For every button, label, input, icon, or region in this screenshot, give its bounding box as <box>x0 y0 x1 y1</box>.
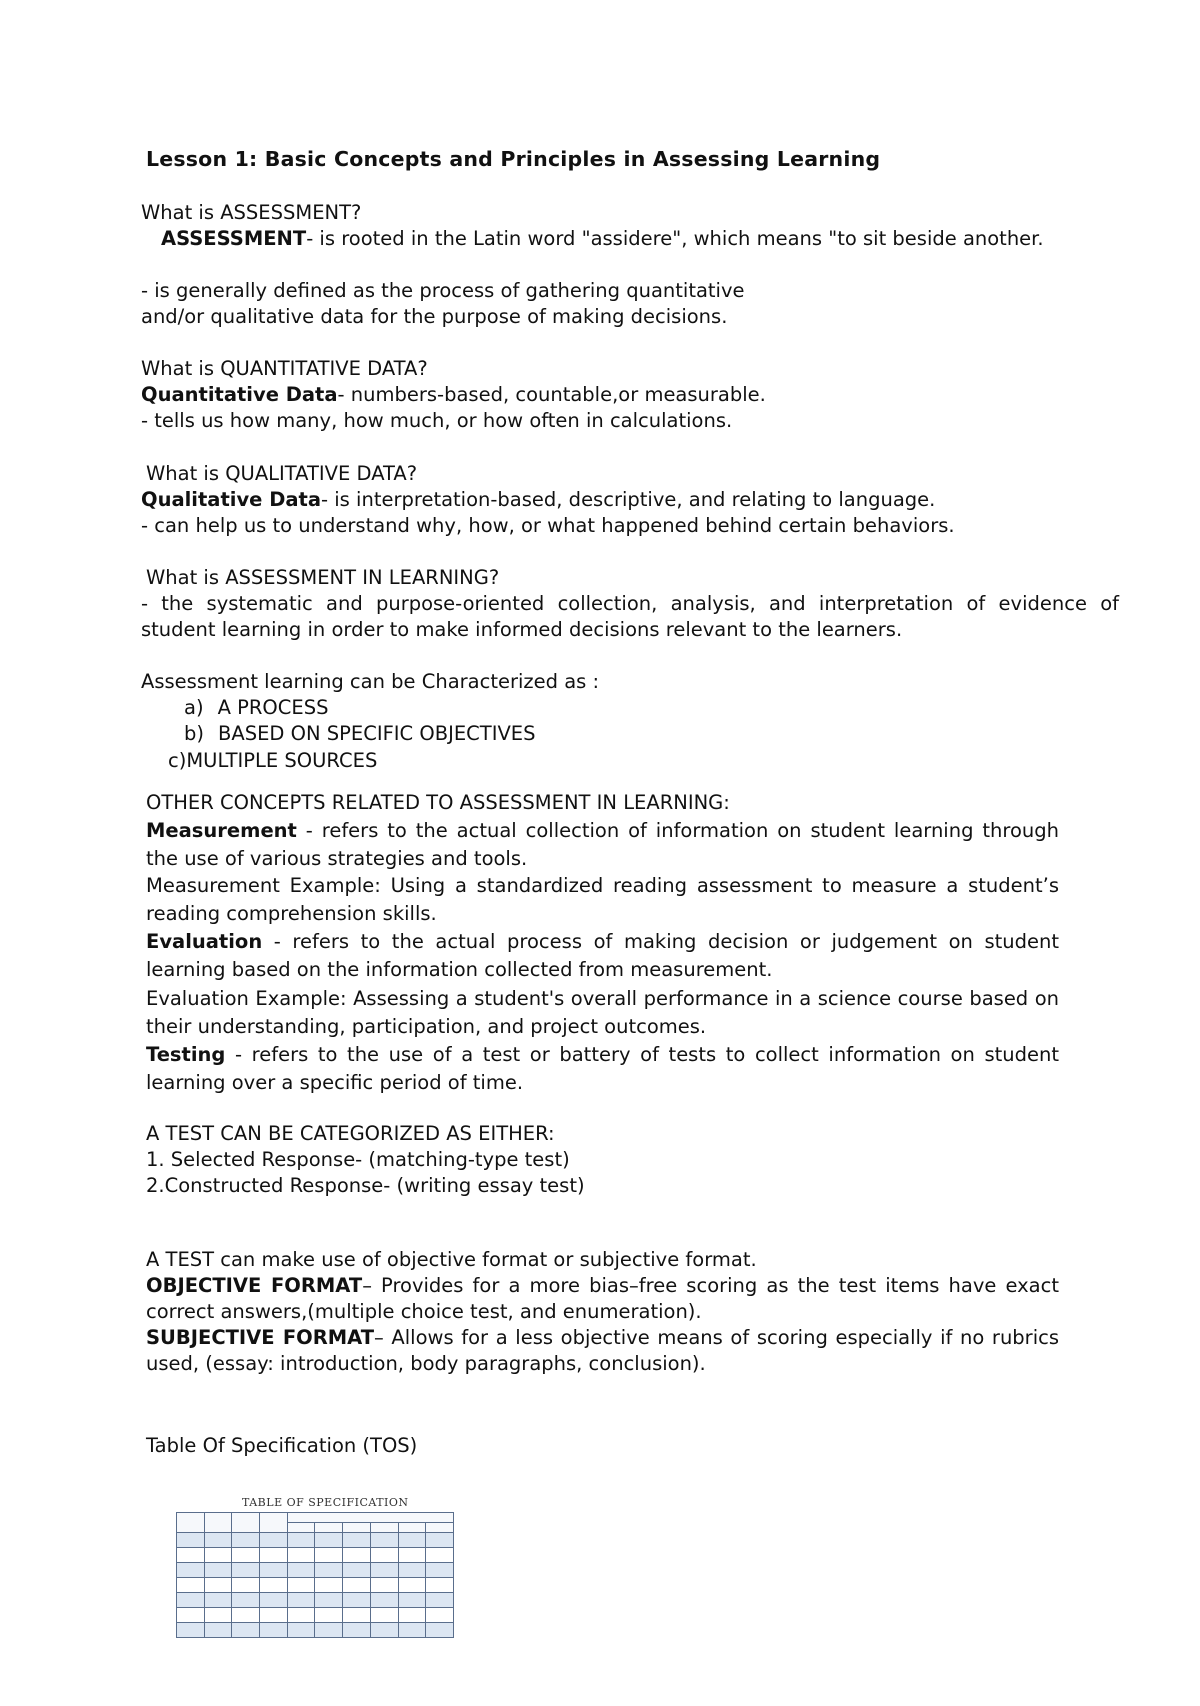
format-intro: A TEST can make use of objective format or subjective format. <box>146 1248 757 1271</box>
qualitative-def-line2: - can help us to understand why, how, or what happened behind certain behaviors. <box>141 514 955 537</box>
quantitative-definition: Quantitative Data- numbers-based, countable,or measurable. <box>141 383 766 406</box>
term-measurement: Measurement <box>146 819 297 842</box>
other-concepts-heading: OTHER CONCEPTS RELATED TO ASSESSMENT IN LEARNING: <box>146 791 730 814</box>
assessment-def-line3: and/or qualitative data for the purpose of making decisions. <box>141 305 728 328</box>
testing-definition: Testing - refers to the use of a test or battery of tests to collect information on student learning over a specific period of time. <box>146 1043 1059 1094</box>
characteristic-a: a) A PROCESS <box>184 696 329 719</box>
term-objective-format: OBJECTIVE FORMAT <box>146 1274 363 1297</box>
term-subjective-format: SUBJECTIVE FORMAT <box>146 1326 375 1349</box>
objective-format: OBJECTIVE FORMAT– Provides for a more bias–free scoring as the test items have exact correct answers,(multiple choice test, and enumeration). <box>146 1274 1059 1323</box>
test-category-2: 2.Constructed Response- (writing essay test) <box>146 1174 585 1197</box>
table-of-specification-image <box>172 1496 460 1706</box>
test-categories-heading: A TEST CAN BE CATEGORIZED AS EITHER: <box>146 1122 555 1145</box>
term-evaluation: Evaluation <box>146 930 263 953</box>
question-qualitative: What is QUALITATIVE DATA? <box>146 462 418 485</box>
term-qualitative: Qualitative Data <box>141 488 322 511</box>
measurement-example: Measurement Example: Using a standardized reading assessment to measure a student’s reading comprehension skills. <box>146 874 1059 925</box>
characteristic-c: c)MULTIPLE SOURCES <box>168 749 378 772</box>
term-quantitative: Quantitative Data <box>141 383 338 406</box>
measurement-definition: Measurement - refers to the actual collection of information on student learning through the use of various strategies and tools. <box>146 819 1059 870</box>
qualitative-definition: Qualitative Data- is interpretation-based, descriptive, and relating to language. <box>141 488 936 511</box>
characteristic-b: b) BASED ON SPECIFIC OBJECTIVES <box>184 722 536 745</box>
test-category-1: 1. Selected Response- (matching-type test) <box>146 1148 570 1171</box>
evaluation-definition: Evaluation - refers to the actual process of making decision or judgement on student learning based on the information collected from measurement. <box>146 930 1059 981</box>
tos-image-grid <box>176 1512 454 1638</box>
subjective-format: SUBJECTIVE FORMAT– Allows for a less objective means of scoring especially if no rubrics used, (essay: introduction, body paragraphs, conclusion). <box>146 1326 1059 1375</box>
evaluation-example: Evaluation Example: Assessing a student's overall performance in a science course based on their understanding, participation, and project outcomes. <box>146 987 1059 1038</box>
assessment-definition: ASSESSMENT- is rooted in the Latin word "assidere", which means "to sit beside another. <box>161 227 1044 250</box>
term-testing: Testing <box>146 1043 226 1066</box>
question-assessment: What is ASSESSMENT? <box>141 201 362 224</box>
question-assessment-learning: What is ASSESSMENT IN LEARNING? <box>146 566 500 589</box>
tos-heading: Table Of Specification (TOS) <box>146 1434 418 1457</box>
characterized-intro: Assessment learning can be Characterized as : <box>141 670 600 693</box>
assessment-learning-definition: - the systematic and purpose-oriented collection, analysis, and interpretation of evidence of student learning in order to make informed decisions relevant to the learners. <box>141 592 1119 641</box>
quantitative-def-line2: - tells us how many, how much, or how often in calculations. <box>141 409 733 432</box>
tos-image-caption: TABLE OF SPECIFICATION <box>242 1496 409 1509</box>
assessment-def-line2: - is generally defined as the process of gathering quantitative <box>141 279 745 302</box>
question-quantitative: What is QUANTITATIVE DATA? <box>141 357 428 380</box>
lesson-title: Lesson 1: Basic Concepts and Principles in Assessing Learning <box>146 147 881 171</box>
term-assessment: ASSESSMENT <box>161 227 307 250</box>
